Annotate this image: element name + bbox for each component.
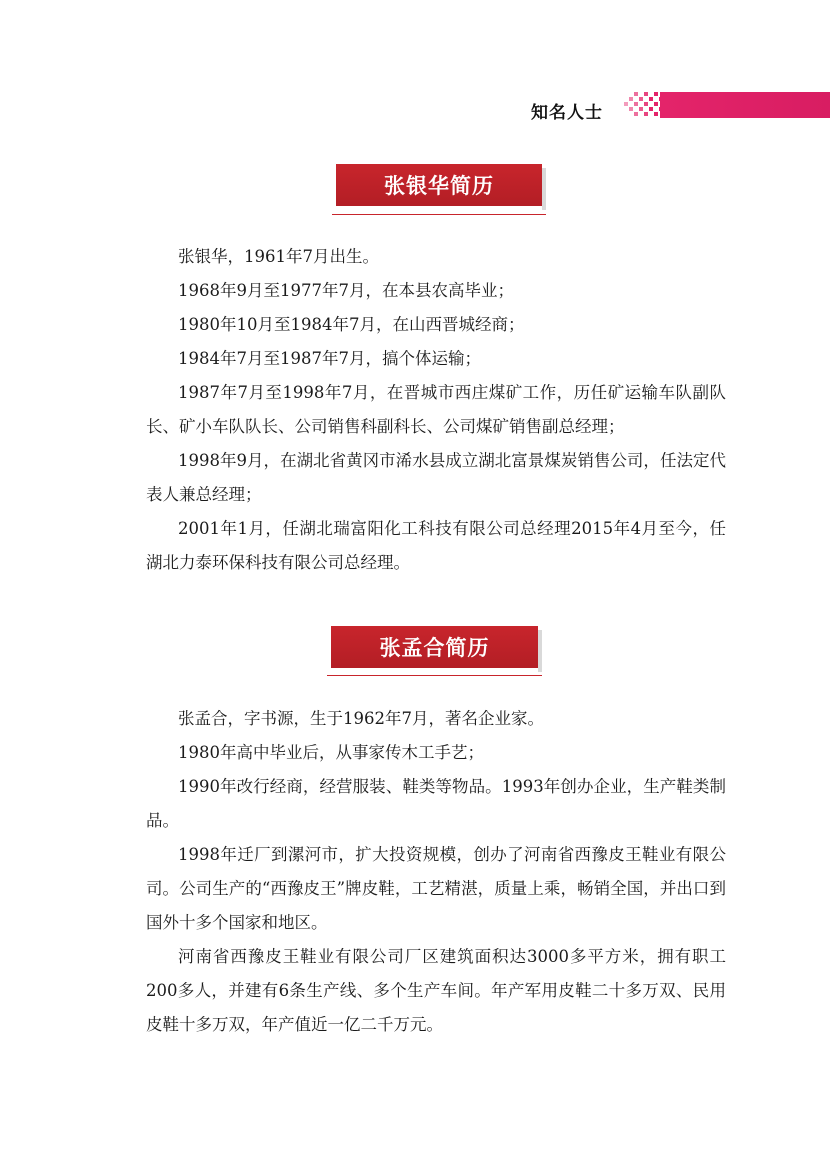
bio1-title: 张银华简历: [336, 164, 542, 206]
bio1-paragraph: 张银华，1961年7月出生。: [178, 247, 379, 266]
bio1-paragraph: 1980年10月至1984年7月，在山西晋城经商；: [178, 315, 525, 334]
bio1-paragraph: 1984年7月至1987年7月，搞个体运输；: [178, 349, 481, 368]
bio1-paragraph: 1968年9月至1977年7月，在本县农高毕业；: [178, 281, 514, 300]
header-band: [660, 92, 830, 118]
bio2-title-underline: [327, 675, 542, 676]
bio1-paragraph: 2001年1月，任湖北瑞富阳化工科技有限公司总经理2015年4月至今，任湖北力泰环保科技有限公司总经理。: [146, 519, 726, 572]
bio1-paragraph: 1998年9月，在湖北省黄冈市浠水县成立湖北富景煤炭销售公司，任法定代表人兼总经理；: [146, 451, 726, 504]
section-label: 知名人士: [531, 103, 603, 123]
bio2-paragraph: 1980年高中毕业后，从事家传木工手艺；: [178, 743, 484, 762]
bio2-paragraph: 张孟合，字书源，生于1962年7月，著名企业家。: [178, 709, 544, 728]
checker-pattern-icon: [624, 92, 664, 118]
bio2-paragraph: 1990年改行经商，经营服装、鞋类等物品。1993年创办企业，生产鞋类制品。: [146, 777, 726, 830]
bio2-title: 张孟合简历: [331, 626, 538, 668]
bio1-paragraph: 1987年7月至1998年7月，在晋城市西庄煤矿工作，历任矿运输车队副队长、矿小车队队长、公司销售科副科长、公司煤矿销售副总经理；: [146, 383, 726, 436]
bio2-paragraph: 河南省西豫皮王鞋业有限公司厂区建筑面积达3000多平方米，拥有职工200多人，并建有6条生产线、多个生产车间。年产军用皮鞋二十多万双、民用皮鞋十多万双，年产值近一亿二千万元。: [146, 947, 726, 1034]
bio2-paragraph: 1998年迁厂到漯河市，扩大投资规模，创办了河南省西豫皮王鞋业有限公司。公司生产的“西豫皮王”牌皮鞋，工艺精湛，质量上乘，畅销全国，并出口到国外十多个国家和地区。: [146, 845, 726, 932]
bio1-title-underline: [332, 214, 546, 215]
